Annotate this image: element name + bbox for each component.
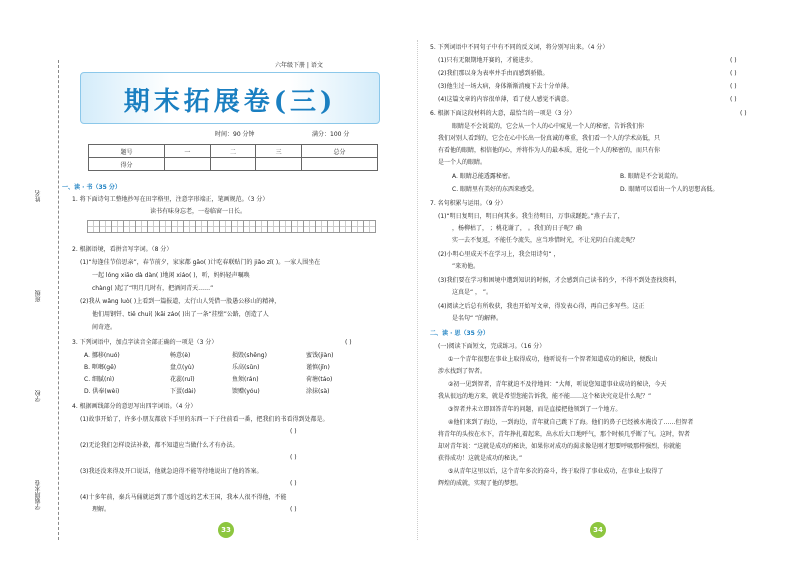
tianzige-grid[interactable]	[88, 220, 376, 233]
title-banner	[80, 72, 380, 124]
q5-item: (1)只有无限期地开赛的，才能进步。	[438, 57, 537, 64]
q6-passage: 眼睛是不会说谎的，它会从一个人的心中窥见一个人的秘密，告诉我们你	[452, 123, 645, 130]
exam-time: 时间：90 分钟	[215, 131, 255, 138]
q6-option: D. 眼睛可以看出一个人的思想高低。	[620, 186, 719, 193]
passage-paragraph: 却对青年说：“这就是成功的秘诀，如果你对成功的渴求像是刚才想要呼吸那样强烈，你就能	[438, 443, 682, 450]
q6-passage: 是一个人的眼睛。	[438, 159, 487, 166]
binding-line	[58, 60, 59, 540]
q7-item-cont: 是名句“ ”的解释。	[452, 315, 503, 322]
q5-paren[interactable]: ( )	[730, 83, 737, 90]
q6-passage: 我们对别人看到的，它会在心中长出一份真诚的尊重，我们看一个人的学术高低，只	[438, 135, 661, 142]
q6-prompt: 6. 根据下面这段材料的大意，最恰当的一项是（3 分）	[430, 110, 576, 117]
q6-option: C. 眼睛里有美好的东西来感受。	[452, 186, 539, 193]
score-header: 一	[165, 145, 211, 158]
q2-1-line1: (1)“每逢佳节倍思亲”，春节前夕，家家都 gāo( )计吃春联贴门的 jiǎo zǐ( )。一家人围坐在	[80, 259, 321, 266]
q3-option: C. 细腻(nì)	[84, 376, 115, 383]
q3-option: 下蛋(dài)	[170, 388, 196, 395]
passage-paragraph: ②初一见到智者，青年就迫不及待地问：“大师，听说您知道事业成功的秘诀，今天	[448, 381, 667, 388]
page-number-right: 34	[590, 522, 606, 538]
passage-paragraph: 辉煌的成就，实现了他的梦想。	[438, 480, 523, 487]
q7-item-cont: ”来劝他。	[452, 263, 480, 270]
q7-prompt: 7. 名句积累与运用。（9 分）	[430, 200, 507, 207]
q2-prompt: 2. 根据语境，看拼音写字词。（8 分）	[72, 246, 173, 253]
q4-answer-paren[interactable]: ( )	[290, 506, 297, 513]
q5-item: (2)我们那以身为表率并手由而感到骄傲。	[438, 70, 549, 77]
score-table	[88, 144, 378, 171]
gutter-label-brand: 学霸期末卷	[35, 480, 42, 510]
reading-subheading: (一)阅读下面短文，完成练习。（16 分）	[438, 343, 546, 350]
q6-option: B. 眼睛是不会说谎的。	[620, 173, 682, 180]
q3-option: 涂抹(sà)	[306, 388, 330, 395]
q3-option: 蜜饯(jiàn)	[306, 352, 334, 359]
q2-1-line3: chàng( )起了“明月几时有，把酒问青天……”	[92, 285, 214, 292]
score-header: 总分	[301, 145, 377, 158]
score-header: 题号	[89, 145, 165, 158]
passage-paragraph: ①一个青年很想在事业上取得成功，他听说有一个智者知道成功的秘诀，便跋山	[448, 356, 658, 363]
gutter-label-school: 学校	[35, 390, 42, 402]
q4-item: (2)无论我们怎样设法补救，都不知道应当做什么才有办法。	[80, 442, 239, 449]
q4-item-cont: 理解。	[92, 506, 111, 513]
q4-item: (1)故事开始了，许多小朋友都放下手里的东西一下子往前看一番，把我们的书看得到处都是。	[80, 416, 329, 423]
q4-item: (3)我还没来得及开口说话，他就急迫得不能等待地说出了他的答案。	[80, 468, 263, 475]
q7-item-cont: 实一去不复返，不能任令流失，应当珍惜时光，不让光阴白白流走呢？	[452, 237, 639, 244]
q5-paren[interactable]: ( )	[730, 96, 737, 103]
q2-1-line2: 一起 lóng xiāo dà dàn( )地闲 xiáo( )，听，妈妈轻声嘱唤	[92, 272, 250, 279]
full-score: 满分：100 分	[312, 131, 350, 138]
q3-option: 鱼须(rán)	[232, 376, 259, 383]
q4-answer-paren[interactable]: ( )	[290, 454, 297, 461]
q6-passage: 有看他的眼睛，相信他的心，并将作为人的最本质，进化一个人的秘密的，而只有你	[438, 147, 661, 154]
score-header: 二	[210, 145, 256, 158]
passage-paragraph: ⑤从青年这里以后，这个青年多次的奋斗，终于取得了事业成功，在事业上取得了	[448, 468, 664, 475]
q3-option: D. 供奉(wèi)	[84, 388, 120, 395]
q4-answer-paren[interactable]: ( )	[290, 428, 297, 435]
score-cell[interactable]	[301, 158, 377, 171]
q4-answer-paren[interactable]: ( )	[290, 480, 297, 487]
page-title: 期末拓展卷(三)	[123, 87, 337, 117]
q5-item: (3)他生过一场大病，身体渐渐消瘦下去十分单薄。	[438, 83, 573, 90]
q3-prompt: 3. 下列词语中，加点字读音全部正确的一项是（3 分）	[72, 339, 218, 346]
q3-option: 损毁(shēng)	[232, 352, 267, 359]
q3-option: A. 挪移(nuó)	[84, 352, 120, 359]
q7-item: (2)小明心里成天不在学习上，我会用诗句“ ，	[438, 251, 560, 258]
q3-option: 花蕊(ruǐ)	[170, 376, 195, 383]
q3-answer-paren[interactable]: ( )	[345, 339, 352, 346]
q2-2-line1: (2)我从 wǎng luò( )上看到一篇报道，太行山人凭借一股愚公移山的精神，	[80, 298, 281, 305]
passage-paragraph: 将青年的头按在水下，青年挣扎着起来，出水后大口地呼气，那个时候几乎断了气。这时，智者	[438, 431, 691, 438]
q2-2-line3: 间奇迹。	[92, 324, 117, 331]
q3-option: 盘点(yù)	[170, 364, 195, 371]
q7-item-cont: ，杨柳枯了， ；桃花谢了， 。我们的日子呢？确	[452, 225, 582, 232]
q2-2-line2: 他们用钢钎、tiě chuí( )kāi záo( )出了一条“挂壁”公路，创造了人	[92, 311, 269, 318]
q3-option: 畅意(è)	[170, 352, 191, 359]
q5-item: (4)这篇文章的内容很单薄，看了使人感觉不满意。	[438, 96, 573, 103]
q7-item: (4)阅读之后总有所收获，我也开始写文章，得发表心得，再自己多写些。这正	[438, 303, 645, 310]
q1-prompt: 1. 将下面诗句工整地抄写在田字格里，注意字形端正，笔画规范。（3 分）	[72, 196, 269, 203]
q6-paren[interactable]: ( )	[740, 110, 747, 117]
page-number-left: 33	[218, 522, 234, 538]
q7-item: (1)“明日复明日，明日何其多。我生待明日，万事成蹉跎。”燕子去了，	[438, 213, 624, 220]
q3-option: 荷塘(táo)	[306, 376, 333, 383]
q3-option: 馈赠(yóu)	[232, 388, 260, 395]
q5-prompt: 5. 下列词语中不同句子中有不同的反义词，将分别写出来。（4 分）	[430, 44, 609, 51]
q7-item-cont: 这真是“ ， ”。	[452, 289, 493, 296]
q3-option: B. 哐啷(gē)	[84, 364, 117, 371]
q6-option: A. 眼睛总能透露秘密。	[452, 173, 514, 180]
q5-paren[interactable]: ( )	[730, 70, 737, 77]
passage-paragraph: 我从很远的地方来，就是希望您能告诉我，能不能……这个秘诀究竟是什么呢？”	[438, 393, 652, 400]
q4-prompt: 4. 根据画线部分的意思写出四字词语。（4 分）	[72, 403, 197, 410]
section-2-heading: 二、读 · 思（35 分）	[430, 330, 489, 337]
passage-paragraph: 涉水找到了智者。	[438, 368, 487, 375]
gutter-label-name: 姓名	[35, 190, 42, 202]
section-1-heading: 一、读 · 书（35 分）	[62, 184, 121, 191]
score-cell[interactable]	[256, 158, 302, 171]
score-cell[interactable]	[165, 158, 211, 171]
passage-paragraph: 获得成功！这就是成功的秘诀。”	[438, 455, 523, 462]
q1-poem: 读书有味身忘老，一卷临窗一日长。	[150, 208, 247, 215]
q5-paren[interactable]: ( )	[730, 57, 737, 64]
q4-item: (4)十多年前，秦兵马俑就运到了那个遥远的艺术王国，我本人很不得他，不能	[80, 494, 287, 501]
score-row-label: 得分	[89, 158, 165, 171]
score-cell[interactable]	[210, 158, 256, 171]
q3-option: 谨慎(jǐn)	[306, 364, 330, 371]
gutter-label-class: 班级	[35, 290, 42, 302]
passage-paragraph: ④他们来到了海边，一到海边，青年就自己跳下了海。他们的鼻子已经被水淹没了……但智者	[448, 419, 694, 426]
q7-item: (3)我们要在学习和困境中遭到知识的时候，才会感到自己读书的少，不得不到处查找资料，	[438, 277, 681, 284]
passage-paragraph: ③智者并未立即回答青年的问题，而是直接把他领到了一个地方。	[448, 406, 622, 413]
score-header: 三	[256, 145, 302, 158]
page-divider	[417, 40, 418, 540]
grade-subject: 六年级下册 | 语文	[275, 62, 323, 69]
q3-option: 乐高(sǔn)	[232, 364, 260, 371]
